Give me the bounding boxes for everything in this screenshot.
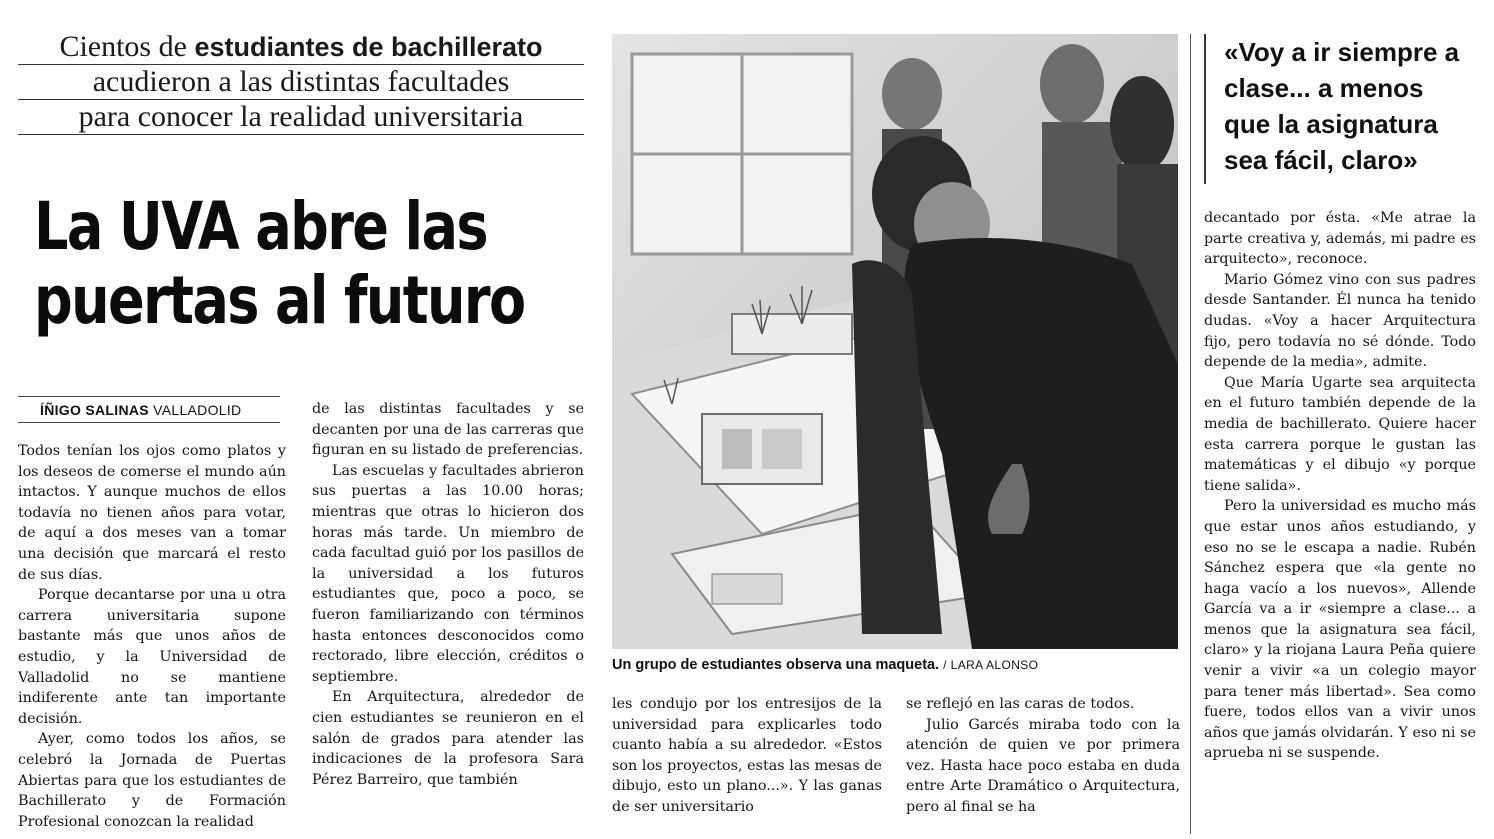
byline <box>18 396 280 423</box>
deck-line-1: Cientos de estudiantes de bachillerato <box>18 30 584 65</box>
headline-line-2: puertas al futuro <box>34 262 525 339</box>
pull-quote: «Voy a ir siempre a clase... a menos que la asignatura sea fácil, claro» <box>1204 34 1476 184</box>
paragraph: Pero la universidad es mucho más que estar unos años estudiando, y eso no se le escapa a nadie. Rubén Sánchez espera que «la gente no haga vacío a los nuevos», Allende García va a ir «siempre a clase... a menos que la asignatura sea fácil, claro» y la riojana Laura Peña quiere venir a vivir «a un colegio mayor para tener más libertad». Sea como fuere, todos ellos van a vivir unos años que jamás olvidarán. Y eso ni se aprueba ni se suspende. <box>1204 498 1476 762</box>
paragraph: se reflejó en las caras de todos. <box>906 696 1135 712</box>
column-rule <box>1190 34 1191 834</box>
article-column-2 <box>312 399 584 790</box>
author-name: ÍÑIGO SALINAS <box>40 402 149 418</box>
article-column-5 <box>1204 208 1476 764</box>
paragraph: les condujo por los entresijos de la universidad para explicarles todo cuanto había a su alrededor. «Estos son los proyectos, estas las mesas de dibujo, esto un plano...». Y las ganas de ser universitario <box>612 696 882 815</box>
paragraph: decantado por ésta. «Me atrae la parte creativa y, además, mi padre es arquitecto», reconoce. <box>1204 210 1476 268</box>
caption-text: Un grupo de estudiantes observa una maqueta. <box>612 657 940 673</box>
paragraph: Ayer, como todos los años, se celebró la Jornada de Puertas Abiertas para que los estudiantes de Bachillerato y de Formación Profesional conozcan la realidad <box>18 731 286 830</box>
deck-line-2: acudieron a las distintas facultades <box>18 65 584 100</box>
paragraph: de las distintas facultades y se decanten por una de las carreras que figuran en su listado de preferencias. <box>312 401 584 459</box>
paragraph: Que María Ugarte sea arquitecta en el futuro también depende de la media de bachillerato. Quiere hacer esta carrera porque le gustan las matemáticas y el dibujo «y porque tiene salida». <box>1204 374 1476 494</box>
paragraph: Las escuelas y facultades abrieron sus puertas a las 10.00 horas; mientras que otras lo hicieron dos horas más tarde. Un miembro de cada facultad guió por los pasillos de la universidad a los futuros estudiantes que, poco a poco, se fueron familiarizando con términos hasta entonces desconocidos como rectorado, libre elección, créditos o septiembre. <box>312 462 584 685</box>
deck <box>18 30 584 135</box>
paragraph: Mario Gómez vino con sus padres desde Santander. Él nunca ha tenido dudas. «Voy a hacer Arquitectura fijo, pero todavía no sé dónde. Todo depende de la media», admite. <box>1204 271 1476 371</box>
headline-line-1: La UVA abre las <box>34 188 487 265</box>
paragraph: Todos tenían los ojos como platos y los deseos de comerse el mundo aún intactos. Y aunque muchos de ellos todavía no tienen años para votar, de aquí a dos meses van a tomar una decisión que marcará el resto de sus días. <box>18 443 286 583</box>
article-column-3 <box>612 694 882 818</box>
article-column-4 <box>906 694 1180 818</box>
paragraph: Porque decantarse por una u otra carrera universitaria supone bastante más que unos años de estudio, y la Universidad de Valladolid no se mantiene indiferente ante tan importante decisión. <box>18 587 286 727</box>
headline <box>34 188 525 339</box>
dateline: VALLADOLID <box>153 402 242 418</box>
news-photo <box>612 34 1178 649</box>
photo-students-model <box>612 34 1178 649</box>
photo-credit: / LARA ALONSO <box>943 658 1039 672</box>
paragraph: En Arquitectura, alrededor de cien estudiantes se reunieron en el salón de grados para atender las indicaciones de la profesora Sara Pérez Barreiro, que también <box>312 689 584 788</box>
article-column-1 <box>18 441 286 832</box>
paragraph: Julio Garcés miraba todo con la atención de quien ve por primera vez. Hasta hace poco estaba en duda entre Arte Dramático o Arquitectura, pero al final se ha <box>906 716 1180 815</box>
photo-caption <box>612 657 1178 673</box>
deck-line-3: para conocer la realidad universitaria <box>18 100 584 135</box>
